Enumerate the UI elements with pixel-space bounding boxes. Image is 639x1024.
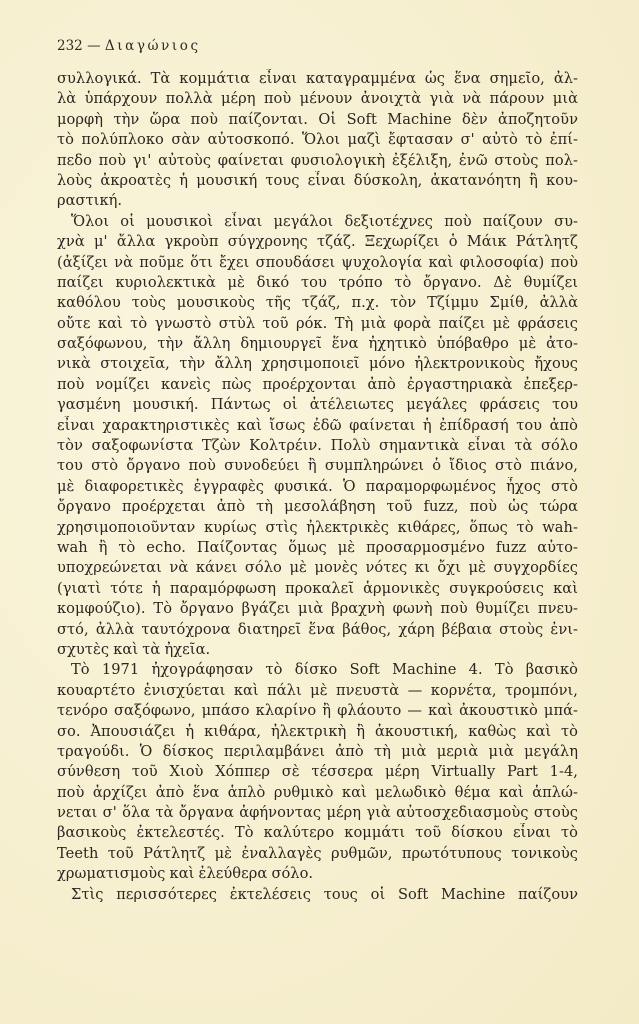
text-line: σο. Ἀπουσιάζει ἡ κιθάρα, ἠλεκτρικὴ ἢ ἀκουστική, καθὼς καὶ τὸ <box>57 722 578 740</box>
text-line: Στὶς περισσότερες ἐκτελέσεις τους οἱ Soft Machine παίζουν <box>71 885 578 903</box>
text-line: κουαρτέτο ἐνισχύεται καὶ πάλι μὲ πνευστὰ — κορνέτα, τρομπόνι, <box>57 681 578 699</box>
page-number: 232 <box>57 38 83 54</box>
text-line: υποχρεώνεται νὰ κάνει σόλο μὲ μονὲς νότες κι ὄχι μὲ συγχορδίες <box>57 559 578 577</box>
text-line: του στὸ ὄργανο ποὺ συνοδεύει ἢ συμπληρώνει ὁ ἴδιος στὸ πιάνο, <box>57 457 578 475</box>
text-line: (γιατὶ τότε ἡ παραμόρφωση προκαλεῖ ἁρμονικὲς συγκρούσεις καὶ <box>57 579 578 597</box>
text-line: νικὰ στοιχεῖα, τὴν ἄλλη χρησιμοποιεῖ μόνο ἠλεκτρονικοὺς ἤχους <box>57 355 578 373</box>
text-line: ραστική. <box>57 192 123 210</box>
text-line: λοὺς ἀκροατὲς ἡ μουσική τους εἶναι δύσκολη, ἀκατανόητη ἢ κου- <box>57 171 578 189</box>
text-line: κομφούζιο). Τὸ ὄργανο βγάζει μιὰ βραχνὴ φωνὴ ποὺ θυμίζει πνευ- <box>57 600 578 618</box>
text-line: γασμένη μουσική. Πάντως οἱ ἀτέλειωτες μεγάλες φράσεις του <box>57 396 578 414</box>
body-text <box>57 69 578 905</box>
text-line: τενόρο σαξόφωνο, μπάσο κλαρίνο ἢ φλάουτο — καὶ ἀκουστικὸ μπά- <box>57 702 578 720</box>
text-line: ποὺ νομίζει κανεὶς πὼς προέρχονται ἀπὸ ἐργαστηριακὰ ἐπεξερ- <box>57 375 578 393</box>
text-line: πεδο ποὺ γι' αὐτοὺς φαίνεται φυσιολογικὴ ἐξέλιξη, ἐνῶ στοὺς πολ- <box>57 151 578 169</box>
text-line: παίζει κυριολεκτικὰ μὲ δικό του τρόπο τὸ ὄργανο. Δὲ θυμίζει <box>57 273 578 291</box>
text-line: συλλογικά. Τὰ κομμάτια εἶναι καταγραμμένα ὡς ἕνα σημεῖο, ἀλ- <box>57 70 578 87</box>
text-line: τὸν σαξοφωνίστα Τζὼν Κολτρέιν. Πολὺ σημαντικὰ εἶναι τὰ σόλο <box>57 437 578 455</box>
text-line: χρησιμοποιοῦνταν κυρίως στὶς ἠλεκτρικὲς κιθάρες, ὅπως τὸ wah- <box>57 518 578 536</box>
text-line: (ἀξίζει νὰ ποῦμε ὅτι ἔχει σπουδάσει ψυχολογία καὶ φιλοσοφία) ποὺ <box>57 253 578 271</box>
text-line: μορφὴ τὴν ὥρα ποὺ παίζονται. Οἱ Soft Machine δὲν ἀποζητοῦν <box>57 110 578 128</box>
text-line: wah ἢ τὸ echo. Παίζοντας ὅμως μὲ προσαρμοσμένο fuzz αὐτο- <box>57 538 578 556</box>
text-line: λὰ ὑπάρχουν πολλὰ μέρη ποὺ μένουν ἀνοιχτὰ γιὰ νὰ πάρουν μιὰ <box>57 90 578 108</box>
text-line: οὔτε καὶ τὸ γνωστὸ στὺλ τοῦ ρόκ. Τὴ μιὰ φορὰ παίζει μὲ φράσεις <box>57 314 578 332</box>
text-line: στό, ἀλλὰ ταυτόχρονα διατηρεῖ ἕνα βάθος, χάρη βέβαια στοὺς ἐνι- <box>57 620 578 638</box>
text-line: ποὺ ἀρχίζει ἀπὸ ἕνα ἁπλὸ ρυθμικὸ καὶ μελωδικὸ θέμα καὶ ἁπλώ- <box>57 783 578 801</box>
text-line: τὸ πολύπλοκο σὰν αὐτοσκοπό. Ὅλοι μαζὶ ἔφτασαν σ' αὐτὸ τὸ ἐπί- <box>57 131 578 149</box>
running-head-separator: — <box>82 38 105 54</box>
text-line: Τὸ 1971 ἠχογράφησαν τὸ δίσκο Soft Machine 4. Τὸ βασικὸ <box>71 661 578 679</box>
text-line: μὲ διαφορετικὲς ἐγγραφὲς φυσικά. Ὁ παραμορφωμένος ἦχος στὸ <box>57 477 578 495</box>
text-line: βασικοὺς ἐκτελεστές. Τὸ καλύτερο κομμάτι τοῦ δίσκου εἶναι τὸ <box>57 824 578 842</box>
text-line: Teeth τοῦ Ράτλητζ μὲ ἐναλλαγὲς ρυθμῶν, πρωτότυπους τονικοὺς <box>57 844 578 862</box>
text-line: χνὰ μ' ἄλλα γκροὺπ σύγχρονης τζάζ. Ξεχωρίζει ὁ Μάικ Ράτλητζ <box>57 233 578 251</box>
text-line: εἶναι χαρακτηριστικὲς καὶ ἴσως ἐδῶ φαίνεται ἡ ἐπίδρασή του ἀπὸ <box>57 416 578 434</box>
text-line: σύνθεση τοῦ Χιοὺ Χόππερ σὲ τέσσερα μέρη Virtually Part 1-4, <box>57 763 578 781</box>
running-head <box>57 38 201 54</box>
text-line: καθόλου τοὺς μουσικοὺς τῆς τζάζ, π.χ. τὸν Τζίμμυ Σμίθ, ἀλλὰ <box>57 294 578 312</box>
book-title: Διαγώνιος <box>104 38 201 54</box>
text-line: σαξόφωνου, τὴν ἄλλη δημιουργεῖ ἕνα ἠχητικὸ ὑπόβαθρο μὲ ἀτο- <box>57 335 578 353</box>
text-line: ὄργανο προέρχεται ἀπὸ τὴ μεσολάβηση τοῦ fuzz, ποὺ ὡς τώρα <box>57 498 578 516</box>
text-line: χρωματισμοὺς καὶ ἐλεύθερα σόλο. <box>57 865 314 883</box>
text-line: Ὅλοι οἱ μουσικοὶ εἶναι μεγάλοι δεξιοτέχνες ποὺ παίζουν συ- <box>71 212 578 230</box>
text-line: τραγούδι. Ὁ δίσκος περιλαμβάνει ἀπὸ τὴ μιὰ μεριὰ μιὰ μεγάλη <box>57 742 578 760</box>
text-line: νεται σ' ὅλα τὰ ὄργανα ἀφήνοντας μέρη γιὰ αὐτοσχεδιασμοὺς στοὺς <box>57 804 578 822</box>
text-line: σχυτὲς καὶ τὰ ἠχεῖα. <box>57 640 211 658</box>
